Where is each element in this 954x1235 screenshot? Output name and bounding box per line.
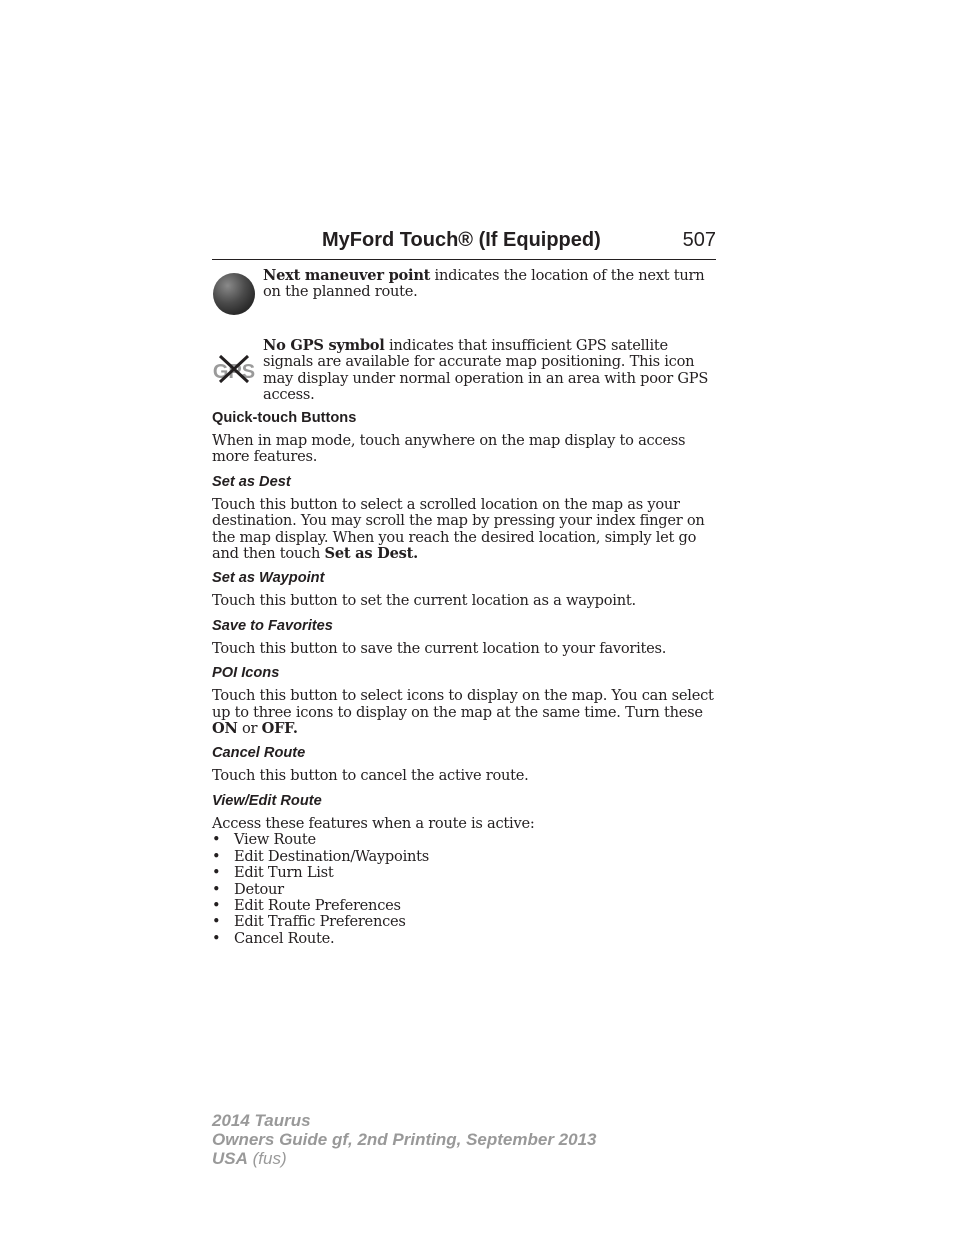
subheading-save-to-favorites: Save to Favorites	[212, 617, 333, 634]
footer-edition: Owners Guide gf, 2nd Printing, September 2013	[212, 1130, 597, 1149]
subheading-cancel-route: Cancel Route	[212, 745, 306, 762]
list-item: • Edit Traffic Preferences	[212, 914, 716, 930]
subheading-set-as-waypoint: Set as Waypoint	[212, 570, 325, 587]
page-header: MyFord Touch® (If Equipped) 507	[212, 229, 716, 260]
list-item: • Edit Destination/Waypoints	[212, 849, 716, 865]
set-as-waypoint-text: Touch this button to set the current location as a waypoint.	[212, 592, 636, 610]
subheading-poi-icons: POI Icons	[212, 665, 280, 682]
list-item: • Edit Route Preferences	[212, 898, 716, 914]
list-item: • Edit Turn List	[212, 865, 716, 881]
page-number: 507	[682, 229, 716, 251]
list-item: • View Route	[212, 832, 716, 848]
dark-sphere-icon	[212, 272, 256, 316]
page-footer	[212, 1111, 596, 1168]
footer-market: USA (fus)	[212, 1149, 287, 1168]
footer-model: 2014 Taurus	[212, 1111, 311, 1130]
no-gps-description: No GPS symbol indicates that insufficient GPS satellite signals are available for accurate map positioning. This icon may display under normal operation in an area with poor GPS access.	[263, 337, 709, 404]
page-content	[212, 268, 716, 947]
list-item: • Detour	[212, 882, 716, 898]
view-edit-route-intro: Access these features when a route is active:	[212, 814, 535, 832]
gps-icon-text: GPS	[212, 361, 256, 383]
section-heading-quick-touch: Quick-touch Buttons	[212, 410, 357, 426]
subheading-view-edit-route: View/Edit Route	[212, 792, 322, 809]
next-maneuver-description: Next maneuver point indicates the location of the next turn on the planned route.	[263, 267, 705, 301]
poi-icons-text: Touch this button to select icons to display on the map. You can select up to three icons to display on the map at the same time. Turn these ON or OFF.	[212, 687, 714, 738]
cancel-route-text: Touch this button to cancel the active route.	[212, 767, 529, 785]
no-gps-icon	[212, 346, 256, 390]
view-edit-route-list	[212, 832, 716, 947]
subheading-set-as-dest: Set as Dest	[212, 473, 291, 490]
set-as-dest-text: Touch this button to select a scrolled location on the map as your destination. You may scroll the map by pressing your index finger on the map display. When you reach the desired location, simply let go and then touch Set as Dest.	[212, 495, 705, 563]
no-gps-entry	[212, 338, 716, 410]
list-item: • Cancel Route.	[212, 931, 716, 947]
save-to-favorites-text: Touch this button to save the current location to your favorites.	[212, 639, 667, 657]
next-maneuver-entry	[212, 268, 716, 338]
quick-touch-intro: When in map mode, touch anywhere on the map display to access more features.	[212, 432, 686, 466]
